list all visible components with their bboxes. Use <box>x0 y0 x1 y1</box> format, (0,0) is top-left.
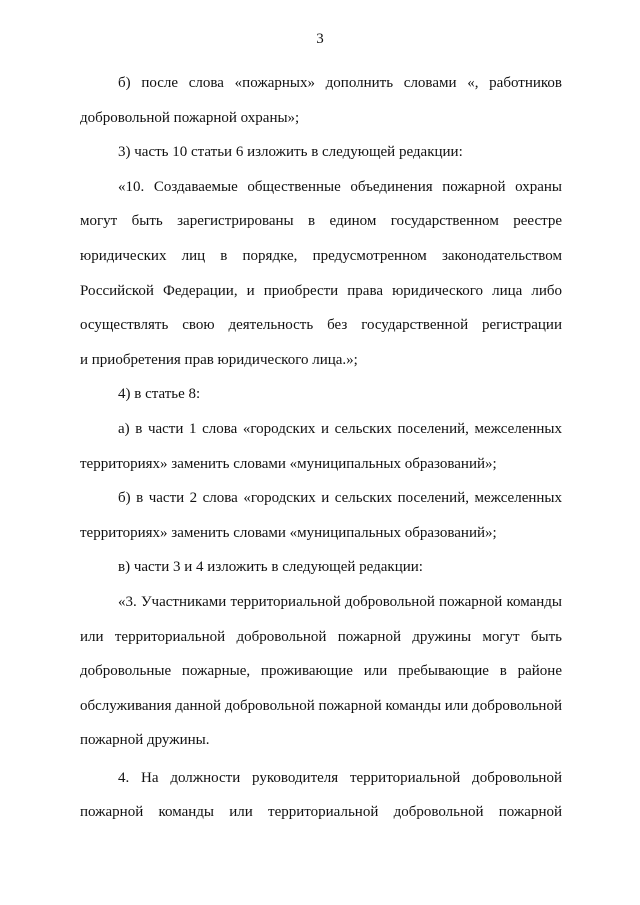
text-line: добровольные пожарные, проживающие или пребывающие в районе <box>80 663 562 680</box>
text-line: территориях» заменить словами «муниципальных образований»; <box>80 524 497 541</box>
text-line: б) в части 2 слова «городских и сельских поселений, межселенных <box>118 490 562 507</box>
text-line: осуществлять свою деятельность без государственной регистрации <box>80 317 562 334</box>
text-line: или территориальной добровольной пожарной дружины могут быть <box>80 628 562 645</box>
paragraph-subitem-b <box>80 481 562 550</box>
text-line: могут быть зарегистрированы в едином государственном реестре <box>80 213 562 230</box>
paragraph-subitem-v <box>80 550 562 585</box>
text-line: «3. Участниками территориальной добровольной пожарной команды <box>118 593 562 610</box>
text-line: в) части 3 и 4 изложить в следующей редакции: <box>118 559 423 576</box>
text-line: б) после слова «пожарных» дополнить словами «, работников <box>118 75 562 91</box>
text-line: юридических лиц в порядке, предусмотренном законодательством <box>80 247 562 264</box>
paragraph-amendment-b <box>80 66 562 135</box>
paragraph-quote-part-10 <box>80 170 562 378</box>
text-line: 3) часть 10 статьи 6 изложить в следующей редакции: <box>118 144 463 161</box>
text-line: пожарной команды или территориальной добровольной пожарной <box>80 804 562 821</box>
paragraph-quote-part-3 <box>80 585 562 758</box>
document-body <box>80 66 562 830</box>
text-line: территориях» заменить словами «муниципальных образований»; <box>80 455 497 472</box>
text-line: а) в части 1 слова «городских и сельских поселений, межселенных <box>118 420 562 437</box>
paragraph-subitem-a <box>80 412 562 481</box>
text-line: 4. На должности руководителя территориальной добровольной <box>118 769 562 786</box>
text-line: 4) в статье 8: <box>118 386 201 403</box>
text-line: пожарной дружины. <box>80 732 210 749</box>
paragraph-item-3 <box>80 135 562 170</box>
text-line: добровольной пожарной охраны»; <box>80 109 300 126</box>
paragraph-item-4 <box>80 377 562 412</box>
text-line: обслуживания данной добровольной пожарной команды или добровольной <box>80 697 562 714</box>
page-number: 3 <box>316 31 324 47</box>
text-line: «10. Создаваемые общественные объединения пожарной охраны <box>118 178 562 195</box>
text-line: и приобретения прав юридического лица.»; <box>80 351 358 368</box>
paragraph-part-4 <box>80 761 562 830</box>
text-line: Российской Федерации, и приобрести права юридического лица либо <box>80 282 562 299</box>
